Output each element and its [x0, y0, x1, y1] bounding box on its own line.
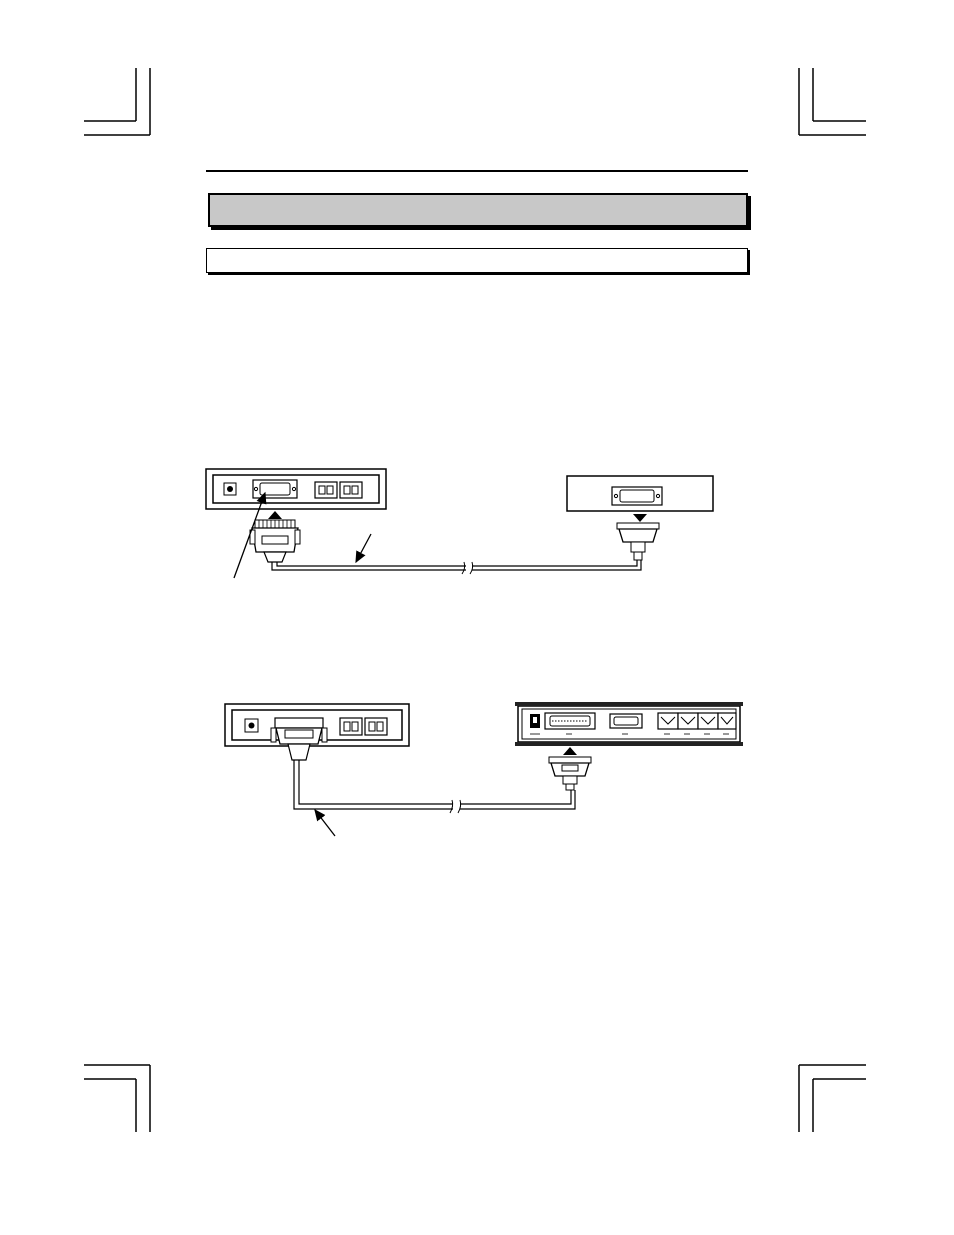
- db25-connector-right: [549, 757, 591, 790]
- insert-arrow-icon: [633, 514, 647, 522]
- insert-arrow-icon: [563, 747, 577, 755]
- rj-jack: [315, 482, 337, 498]
- figure-1: [206, 469, 713, 578]
- rj-jack: [678, 713, 698, 729]
- rj-jack: [718, 713, 736, 729]
- insert-arrow-icon: [268, 511, 282, 519]
- db9-port: [610, 714, 642, 728]
- cable-2: [294, 760, 575, 813]
- figure-2: [225, 702, 743, 836]
- rj-jack: [698, 713, 718, 729]
- device-right-2: [515, 702, 743, 746]
- db25-connector-plugged: [271, 718, 327, 760]
- cable-1: [272, 560, 641, 574]
- callout-arrow: [315, 810, 335, 836]
- device-left-1: [206, 469, 386, 509]
- rj-jack: [658, 713, 678, 729]
- db25-connector-left: [250, 520, 300, 562]
- device-right-1: [567, 476, 713, 511]
- rj-jack: [365, 718, 387, 735]
- db25-port: [545, 713, 595, 729]
- rj-jack: [340, 482, 362, 498]
- callout-arrow: [356, 534, 371, 562]
- rj-jack: [340, 718, 362, 735]
- db9-connector-right: [617, 523, 659, 560]
